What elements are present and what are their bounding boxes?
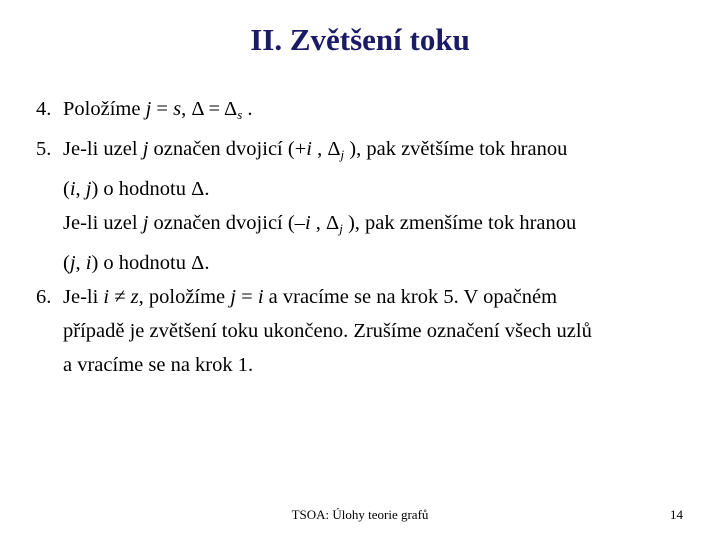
footer-text: TSOA: Úlohy teorie grafů: [291, 507, 429, 522]
slide-title: II. Zvětšení toku: [250, 22, 470, 57]
page-number: 14: [670, 507, 683, 522]
step-number: 4.: [36, 98, 52, 120]
step-line: Je-li uzel j označen dvojicí (+i , $\Delta_j$ ), pak zvětšíme tok hranou: [63, 138, 568, 162]
step-5: [36, 132, 686, 280]
step-4: [36, 92, 686, 132]
step-6: [36, 280, 686, 382]
slide-content: [36, 92, 686, 382]
step-line: Je-li uzel j označen dvojicí (–i , $\Delta_j$ ), pak zmenšíme tok hranou: [63, 212, 577, 236]
step-number: 5.: [36, 138, 52, 160]
step-number: 6.: [36, 286, 52, 308]
step-line: případě je zvětšení toku ukončeno. Zrušíme označení všech uzlů: [63, 320, 592, 342]
step-line: a vracíme se na krok 1.: [63, 354, 254, 376]
step-line: Položíme j = s, $\Delta = \Delta_s$ .: [63, 98, 253, 122]
step-line: (i, j) o hodnotu Δ.: [63, 178, 210, 200]
step-line: Je-li i ≠ z, položíme j = i a vracíme se na krok 5. V opačném: [63, 286, 558, 308]
step-line: (j, i) o hodnotu Δ.: [63, 252, 210, 274]
